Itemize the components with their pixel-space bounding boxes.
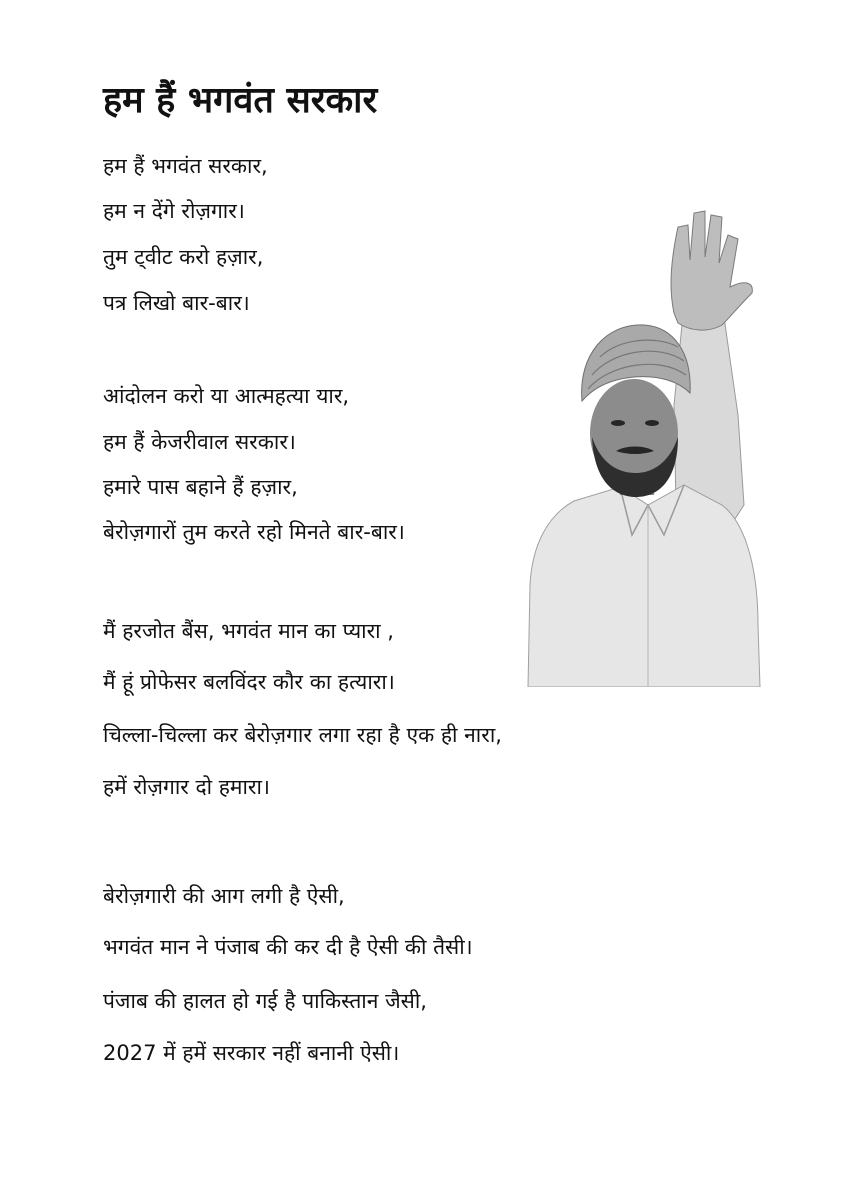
poem-line: मैं हरजोत बैंस, भगवंत मान का प्यारा ,	[103, 619, 394, 643]
poem-line: आंदोलन करो या आत्महत्या यार,	[103, 384, 350, 408]
poem-line: चिल्ला-चिल्ला कर बेरोज़गार लगा रहा है एक ही नारा,	[103, 723, 502, 747]
poem-title: हम हैं भगवंत सरकार	[103, 80, 378, 121]
poem-line: पंजाब की हालत हो गई है पाकिस्तान जैसी,	[103, 989, 427, 1013]
poem-line: हम न देंगे रोज़गार।	[103, 199, 245, 223]
poem-line: हम हैं केजरीवाल सरकार।	[103, 430, 296, 454]
poem-line: तुम ट्वीट करो हज़ार,	[103, 245, 264, 269]
poem-line: हमें रोज़गार दो हमारा।	[103, 775, 270, 799]
politician-photo	[508, 205, 766, 687]
poem-line: 2027 में हमें सरकार नहीं बनानी ऐसी।	[103, 1041, 400, 1065]
poem-line: पत्र लिखो बार-बार।	[103, 291, 250, 315]
poem-line: भगवंत मान ने पंजाब की कर दी है ऐसी की तैसी।	[103, 935, 473, 959]
poem-line: बेरोज़गारी की आग लगी है ऐसी,	[103, 884, 345, 908]
poem-line: मैं हूं प्रोफेसर बलविंदर कौर का हत्यारा।	[103, 670, 395, 694]
waving-hand-icon	[671, 211, 752, 330]
poem-line: हम हैं भगवंत सरकार,	[103, 154, 268, 178]
poem-line: हमारे पास बहाने हैं हज़ार,	[103, 475, 298, 499]
poem-line: बेरोज़गारों तुम करते रहो मिनते बार-बार।	[103, 520, 405, 544]
